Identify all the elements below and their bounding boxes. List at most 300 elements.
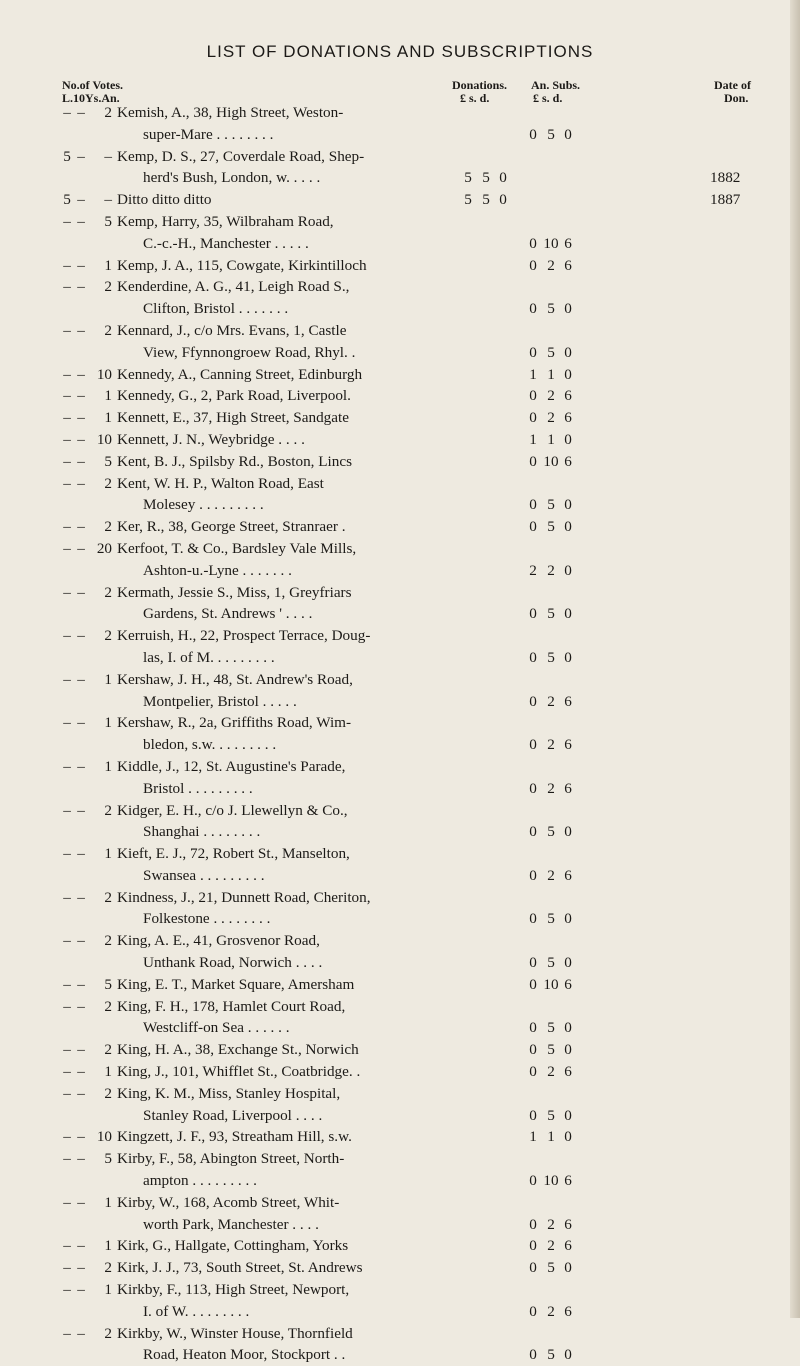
entry-continuation: Molesey . . . . . . . . . [143,496,264,514]
vote-ten-years: – [77,104,85,121]
subscription-shillings: 5 [547,954,555,972]
entry-name-address: Kirk, J. J., 73, South Street, St. Andrews [117,1259,363,1277]
vote-annual: 10 [96,1128,112,1146]
subscription-pounds: 0 [529,343,537,361]
vote-ten-years: – [77,1084,85,1102]
vote-annual: 1 [104,256,112,274]
subscription-shillings: 2 [547,409,555,427]
vote-annual: 2 [104,1041,112,1059]
entry-continuation: Clifton, Bristol . . . . . . . [143,300,289,318]
entry-continuation: Swansea . . . . . . . . . [143,866,265,884]
list-item [0,211,800,233]
list-item [0,1192,800,1214]
vote-life: – [63,1259,71,1277]
entry-name-address: Kirkby, F., 113, High Street, Newport, [117,1281,350,1299]
entry-name-address: Kenderdine, A. G., 41, Leigh Road S., [117,278,350,296]
donations-list [0,102,800,1366]
vote-annual: 10 [96,365,112,383]
entry-name-address: King, E. T., Market Square, Amersham [117,975,355,993]
list-item [0,494,800,516]
list-item [0,189,800,211]
entry-continuation: ampton . . . . . . . . . [143,1172,257,1190]
entry-continuation: Road, Heaton Moor, Stockport . . [143,1346,346,1364]
donation-shillings: 5 [482,169,490,187]
entry-continuation: I. of W. . . . . . . . . [143,1302,250,1320]
vote-life: – [63,474,71,492]
donation-year: 1882 [710,169,741,187]
vote-annual: 10 [96,430,112,448]
vote-ten-years: – [77,801,85,819]
vote-annual: 2 [104,518,112,536]
vote-life: – [63,1084,71,1102]
vote-life: – [63,583,71,601]
list-item [0,407,800,429]
vote-life: – [63,975,71,993]
donations-units: £ s. d. [460,91,490,105]
subscription-pence: 6 [564,736,572,754]
subscription-shillings: 5 [547,605,555,623]
subscription-pounds: 0 [529,866,537,884]
entry-name-address: Kent, B. J., Spilsby Rd., Boston, Lincs [117,452,353,470]
subscription-shillings: 5 [547,518,555,536]
entry-continuation: Montpelier, Bristol . . . . . [143,692,297,710]
subscription-pounds: 0 [529,452,537,470]
vote-life: – [63,627,71,645]
subscription-pence: 6 [564,234,572,252]
donation-pence: 0 [499,191,507,209]
subscription-pounds: 0 [529,954,537,972]
list-item [0,800,800,822]
subscription-pounds: 0 [529,496,537,514]
entry-name-address: Kirk, G., Hallgate, Cottingham, Yorks [117,1237,349,1255]
subscription-pence: 0 [564,125,572,143]
vote-ten-years: – [77,1237,85,1255]
vote-life: – [63,539,71,557]
subscription-pence: 0 [564,1128,572,1146]
vote-ten-years: – [77,430,85,448]
donation-pence: 0 [499,169,507,187]
list-item [0,560,800,582]
subscription-shillings: 5 [547,648,555,666]
subscription-shillings: 5 [547,910,555,928]
subscription-pounds: 0 [529,387,537,405]
subscription-pounds: 1 [529,365,537,383]
subscription-pence: 6 [564,692,572,710]
list-item [0,429,800,451]
subscription-pence: 6 [564,409,572,427]
list-item [0,1235,800,1257]
list-item [0,647,800,669]
entry-continuation: Unthank Road, Norwich . . . . [143,954,323,972]
list-item [0,102,800,124]
subscription-pounds: 0 [529,1063,537,1081]
vote-life: – [63,430,71,448]
vote-life: – [63,1237,71,1255]
subscription-shillings: 5 [547,1019,555,1037]
subscription-pence: 6 [564,866,572,884]
vote-life: – [63,1128,71,1146]
vote-life: – [63,1281,71,1299]
subscription-pounds: 0 [529,736,537,754]
subscription-pounds: 0 [529,779,537,797]
vote-ten-years: – [77,518,85,536]
list-item [0,691,800,713]
vote-ten-years: – [77,1193,85,1211]
list-item [0,756,800,778]
subscription-pence: 0 [564,1019,572,1037]
subscription-pence: 6 [564,387,572,405]
donation-shillings: 5 [482,191,490,209]
subscription-pounds: 0 [529,1172,537,1190]
entry-name-address: Kiddle, J., 12, St. Augustine's Parade, [117,757,346,775]
vote-life: – [63,387,71,405]
vote-annual: 2 [104,888,112,906]
list-item [0,1061,800,1083]
entry-name-address: King, H. A., 38, Exchange St., Norwich [117,1041,359,1059]
subscription-pounds: 0 [529,256,537,274]
list-item [0,167,800,189]
vote-life: – [63,409,71,427]
entry-continuation: Ashton-u.-Lyne . . . . . . . [143,561,292,579]
vote-annual: 2 [104,1259,112,1277]
subscriptions-units: £ s. d. [533,91,563,105]
vote-ten-years: – [77,147,85,165]
subscription-shillings: 5 [547,300,555,318]
list-item [0,320,800,342]
subscription-shillings: 2 [547,1215,555,1233]
vote-annual: 2 [104,278,112,296]
vote-life: – [63,1063,71,1081]
vote-ten-years: – [77,888,85,906]
votes-header: No.of Votes. [62,78,124,92]
subscription-pence: 0 [564,343,572,361]
vote-ten-years: – [77,409,85,427]
vote-ten-years: – [77,1041,85,1059]
vote-ten-years: – [77,757,85,775]
entry-name-address: Kennedy, G., 2, Park Road, Liverpool. [117,387,351,405]
entry-name-address: Kingzett, J. F., 93, Streatham Hill, s.w. [117,1128,352,1146]
list-item [0,908,800,930]
list-item [0,1126,800,1148]
entry-continuation: herd's Bush, London, w. . . . . [143,169,321,187]
vote-annual: 1 [104,757,112,775]
list-item [0,669,800,691]
entry-continuation: super-Mare . . . . . . . . [143,125,274,143]
list-item [0,1279,800,1301]
subscriptions-header: An. Subs. [531,78,581,92]
subscription-pounds: 0 [529,1346,537,1364]
vote-ten-years: – [77,714,85,732]
list-item [0,821,800,843]
entry-name-address: Kirby, W., 168, Acomb Street, Whit- [117,1193,340,1211]
vote-annual: 5 [104,975,112,993]
vote-annual: 2 [104,997,112,1015]
entry-name-address: Kindness, J., 21, Dunnett Road, Cheriton, [117,888,371,906]
list-item [0,276,800,298]
vote-life: – [63,1193,71,1211]
subscription-pence: 6 [564,1215,572,1233]
subscription-shillings: 2 [547,1063,555,1081]
vote-annual: 1 [104,670,112,688]
subscription-pence: 6 [564,1172,572,1190]
subscription-pence: 0 [564,561,572,579]
list-item [0,1344,800,1366]
subscription-shillings: 10 [543,975,559,993]
list-item [0,516,800,538]
entry-continuation: C.-c.-H., Manchester . . . . . [143,234,309,252]
vote-life: – [63,801,71,819]
vote-ten-years: – [77,932,85,950]
subscription-pounds: 0 [529,1215,537,1233]
entry-name-address: Kershaw, R., 2a, Griffiths Road, Wim- [117,714,352,732]
entry-continuation: Westcliff-on Sea . . . . . . [143,1019,290,1037]
subscription-shillings: 2 [547,1237,555,1255]
vote-ten-years: – [77,1324,85,1342]
list-item [0,778,800,800]
vote-life: – [63,365,71,383]
subscription-pounds: 0 [529,1237,537,1255]
subscription-pence: 0 [564,1106,572,1124]
vote-ten-years: – [77,1281,85,1299]
entry-name-address: Kerfoot, T. & Co., Bardsley Vale Mills, [117,539,357,557]
vote-ten-years: – [77,1150,85,1168]
entry-continuation: bledon, s.w. . . . . . . . . [143,736,277,754]
subscription-shillings: 5 [547,1106,555,1124]
subscription-pence: 6 [564,975,572,993]
donation-pounds: 5 [464,191,472,209]
vote-life: – [63,757,71,775]
subscription-pounds: 1 [529,1128,537,1146]
vote-life: – [63,670,71,688]
list-item [0,734,800,756]
entry-name-address: Kirby, F., 58, Abington Street, North- [117,1150,345,1168]
list-item [0,1323,800,1345]
subscription-pence: 6 [564,779,572,797]
vote-ten-years: – [77,321,85,339]
vote-life: – [63,1150,71,1168]
list-item [0,1170,800,1192]
vote-ten-years: – [77,539,85,557]
vote-life: – [63,278,71,296]
list-item [0,473,800,495]
vote-life: – [63,845,71,863]
vote-life: 5 [63,191,71,209]
entry-continuation: Folkestone . . . . . . . . [143,910,271,928]
vote-ten-years: – [77,452,85,470]
subscription-pounds: 0 [529,1302,537,1320]
vote-ten-years: – [77,278,85,296]
vote-life: – [63,104,71,121]
entry-name-address: Kieft, E. J., 72, Robert St., Manselton, [117,845,350,863]
list-item [0,451,800,473]
vote-ten-years: – [77,997,85,1015]
subscription-pounds: 0 [529,823,537,841]
list-item [0,342,800,364]
list-item [0,298,800,320]
subscription-shillings: 2 [547,561,555,579]
list-item [0,843,800,865]
entry-name-address: Kennett, E., 37, High Street, Sandgate [117,409,349,427]
subscription-pence: 6 [564,1063,572,1081]
list-item [0,625,800,647]
subscription-shillings: 5 [547,1259,555,1277]
list-item [0,603,800,625]
subscription-shillings: 2 [547,736,555,754]
entry-continuation: Gardens, St. Andrews ' . . . . [143,605,313,623]
list-item [0,1257,800,1279]
date-subheader: Don. [724,91,749,105]
vote-annual: 2 [104,321,112,339]
subscription-pounds: 0 [529,1259,537,1277]
list-item [0,712,800,734]
entry-name-address: Kerruish, H., 22, Prospect Terrace, Doug- [117,627,371,645]
vote-life: – [63,888,71,906]
vote-ten-years: – [77,975,85,993]
subscription-shillings: 5 [547,125,555,143]
list-item [0,1301,800,1323]
entry-name-address: King, A. E., 41, Grosvenor Road, [117,932,320,950]
subscription-shillings: 2 [547,1302,555,1320]
vote-annual: 1 [104,1237,112,1255]
entry-continuation: las, I. of M. . . . . . . . . [143,648,275,666]
vote-annual: 2 [104,1084,112,1102]
list-item [0,887,800,909]
subscription-pence: 6 [564,452,572,470]
subscription-shillings: 2 [547,256,555,274]
entry-continuation: worth Park, Manchester . . . . [143,1215,319,1233]
list-item [0,255,800,277]
vote-ten-years: – [77,474,85,492]
subscription-pence: 0 [564,496,572,514]
vote-annual: 2 [104,583,112,601]
subscription-shillings: 2 [547,692,555,710]
list-item [0,1039,800,1061]
entry-name-address: Kershaw, J. H., 48, St. Andrew's Road, [117,670,353,688]
list-item [0,1214,800,1236]
subscription-pence: 0 [564,648,572,666]
vote-life: – [63,997,71,1015]
subscription-shillings: 1 [547,365,555,383]
list-item [0,1105,800,1127]
list-item [0,233,800,255]
entry-name-address: Kirkby, W., Winster House, Thornfield [117,1324,353,1342]
subscription-pence: 0 [564,1346,572,1364]
entry-name-address: King, J., 101, Whifflet St., Coatbridge. . [117,1063,361,1081]
subscription-shillings: 10 [543,1172,559,1190]
vote-life: – [63,518,71,536]
entry-name-address: Kennedy, A., Canning Street, Edinburgh [117,365,363,383]
vote-annual: 2 [104,474,112,492]
subscription-pence: 0 [564,430,572,448]
list-item [0,124,800,146]
vote-ten-years: – [77,191,85,209]
vote-annual: 5 [104,1150,112,1168]
list-item [0,1083,800,1105]
list-item [0,364,800,386]
vote-annual: 1 [104,1193,112,1211]
vote-annual: 2 [104,104,112,121]
subscription-pounds: 0 [529,125,537,143]
subscription-pence: 0 [564,1041,572,1059]
list-item [0,996,800,1018]
entry-name-address: Kent, W. H. P., Walton Road, East [117,474,324,492]
subscription-shillings: 5 [547,343,555,361]
list-item [0,865,800,887]
subscription-pounds: 0 [529,975,537,993]
vote-life: – [63,1324,71,1342]
vote-annual: 2 [104,932,112,950]
subscription-pence: 0 [564,605,572,623]
entry-name-address: King, F. H., 178, Hamlet Court Road, [117,997,346,1015]
list-item [0,1017,800,1039]
vote-life: – [63,321,71,339]
subscription-shillings: 5 [547,1041,555,1059]
vote-life: – [63,932,71,950]
vote-ten-years: – [77,365,85,383]
vote-annual: 2 [104,801,112,819]
entry-name-address: Ditto ditto ditto [117,191,212,209]
list-item [0,974,800,996]
entry-continuation: View, Ffynnongroew Road, Rhyl. . [143,343,356,361]
vote-ten-years: – [77,670,85,688]
entry-continuation: Bristol . . . . . . . . . [143,779,253,797]
vote-annual: 20 [96,539,112,557]
subscription-pounds: 0 [529,1041,537,1059]
subscription-pence: 0 [564,823,572,841]
list-item [0,952,800,974]
subscription-pounds: 0 [529,518,537,536]
vote-annual: 1 [104,409,112,427]
subscription-pounds: 0 [529,234,537,252]
subscription-pounds: 0 [529,648,537,666]
entry-name-address: Kermath, Jessie S., Miss, 1, Greyfriars [117,583,352,601]
subscription-pence: 0 [564,300,572,318]
subscription-pence: 0 [564,910,572,928]
vote-life: – [63,714,71,732]
vote-annual: 1 [104,714,112,732]
page-title: LIST OF DONATIONS AND SUBSCRIPTIONS [206,42,594,61]
subscription-shillings: 2 [547,387,555,405]
subscription-pounds: 2 [529,561,537,579]
vote-annual: 1 [104,1281,112,1299]
subscription-pounds: 0 [529,605,537,623]
list-item [0,930,800,952]
list-item [0,385,800,407]
vote-life: 5 [63,147,71,165]
vote-life: – [63,1041,71,1059]
vote-ten-years: – [77,387,85,405]
entry-continuation: Shanghai . . . . . . . . [143,823,261,841]
vote-ten-years: – [77,212,85,230]
vote-ten-years: – [77,256,85,274]
subscription-pence: 0 [564,1259,572,1277]
vote-life: – [63,212,71,230]
vote-ten-years: – [77,627,85,645]
entry-name-address: Ker, R., 38, George Street, Stranraer . [117,518,346,536]
entry-name-address: Kidger, E. H., c/o J. Llewellyn & Co., [117,801,348,819]
subscription-shillings: 1 [547,430,555,448]
vote-annual: 2 [104,1324,112,1342]
entry-name-address: Kennett, J. N., Weybridge . . . . [117,430,305,448]
entry-name-address: Kemp, J. A., 115, Cowgate, Kirkintilloch [117,256,367,274]
vote-annual: – [104,191,112,209]
subscription-pounds: 0 [529,1019,537,1037]
subscription-pounds: 0 [529,692,537,710]
vote-annual: – [104,147,112,165]
vote-annual: 1 [104,1063,112,1081]
donation-pounds: 5 [464,169,472,187]
list-item [0,1148,800,1170]
